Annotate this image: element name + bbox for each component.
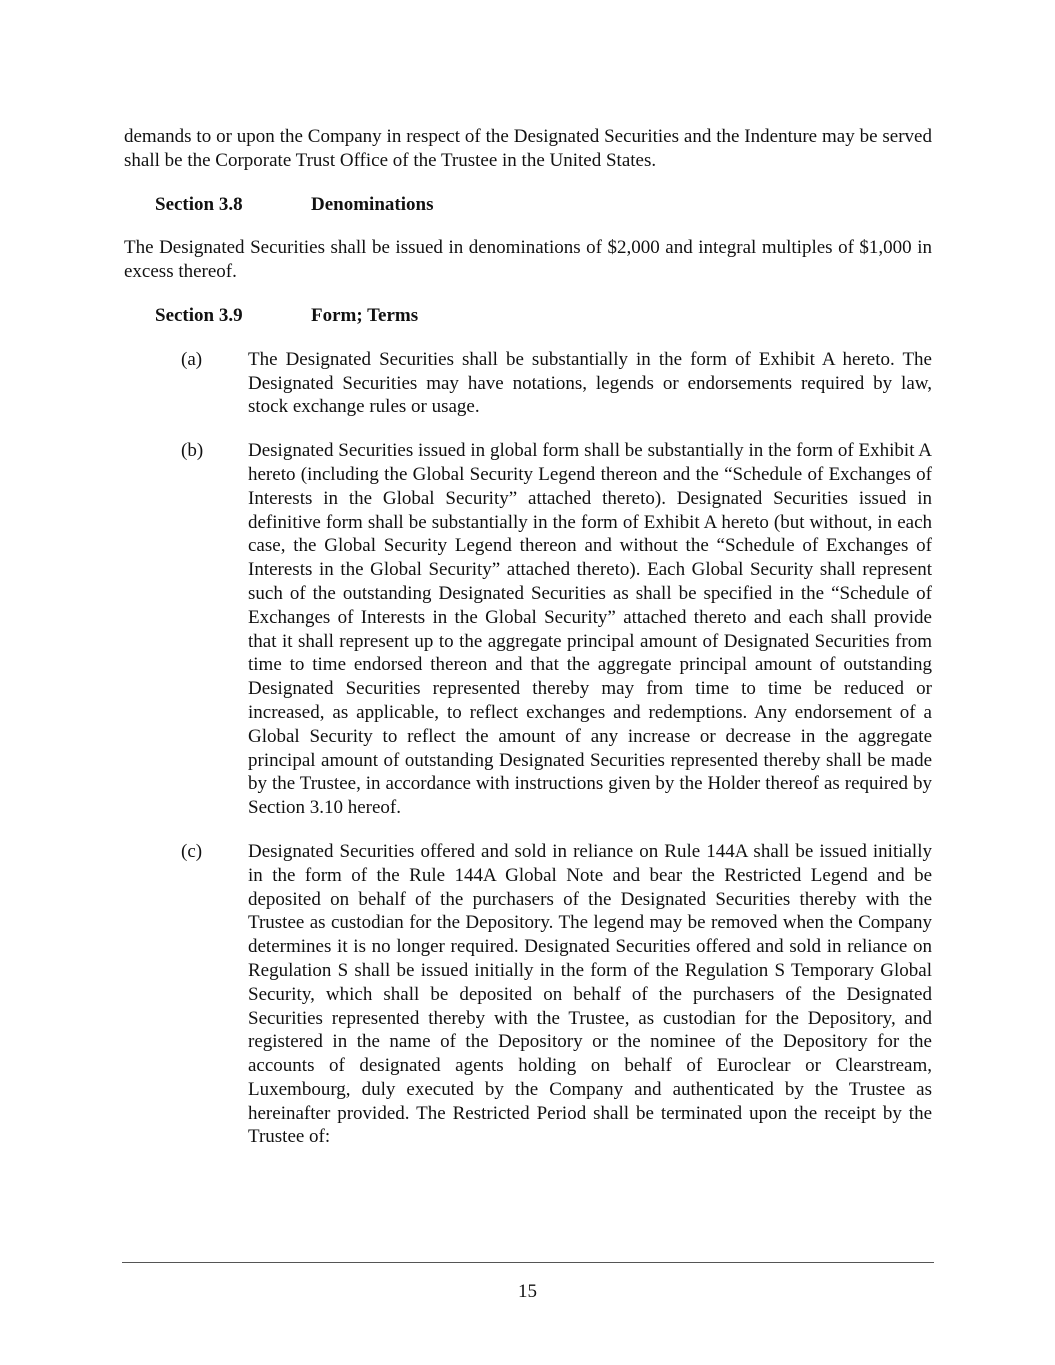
list-item-b [181,439,932,820]
list-item-text: Designated Securities issued in global form shall be substantially in the form of Exhibit A hereto (including the Global Security Legend thereon and the “Schedule of Exchanges of Interests in the Global Security” attached thereto). Designated Securities issued in definitive form shall be substantially in the form of Exhibit A hereto (but without, in each case, the Global Security Legend thereon and without the “Schedule of Exchanges of Interests in the Global Security” attached thereto). Each Global Security shall represent such of the outstanding Designated Securities as shall be specified in the “Schedule of Exchanges of Interests in the Global Security” attached thereto and each shall provide that it shall represent up to the aggregate principal amount of Designated Securities from time to time endorsed thereon and that the aggregate principal amount of outstanding Designated Securities represented thereby may from time to time be reduced or increased, as applicable, to reflect exchanges and redemptions. Any endorsement of a Global Security to reflect the amount of any increase or decrease in the aggregate principal amount of outstanding Designated Securities represented thereby shall be made by the Trustee, in accordance with instructions given by the Holder thereof as required by Section 3.10 hereof. [248,440,932,819]
list-item-text: The Designated Securities shall be substantially in the form of Exhibit A hereto. The Designated Securities may have notations, legends or endorsements required by law, stock exchange rules or usage. [248,348,932,418]
section-3-8-body: The Designated Securities shall be issued in denominations of $2,000 and integral multiples of $1,000 in excess thereof. [124,237,932,283]
section-3-8-heading [124,193,932,217]
list-item-text: Designated Securities offered and sold in reliance on Rule 144A shall be issued initially in the form of the Rule 144A Global Note and bear the Restricted Legend and be deposited on behalf of the purchasers of the Designated Securities thereby with the Trustee as custodian for the Depository. The legend may be removed when the Company determines it is no longer required. Designated Securities offered and sold in reliance on Regulation S shall be issued initially in the form of the Regulation S Temporary Global Security, which shall be deposited on behalf of the purchasers of the Designated Securities represented thereby with the Trustee, as custodian for the Depository, and registered in the name of the Depository or the nominee of the Depository for the accounts of designated agents holding on behalf of Euroclear or Clearstream, Luxembourg, duly executed by the Company and authenticated by the Trustee as hereinafter provided. The Restricted Period shall be terminated upon the receipt by the Trustee of: [248,840,932,1148]
section-3-8-number: Section 3.8 [155,193,243,215]
section-3-9-heading [124,304,932,328]
list-item-c [181,840,932,1149]
list-item-label: (a) [181,348,203,370]
list-item-label: (c) [181,840,203,862]
list-item-label: (b) [181,440,204,462]
section-3-9-title: Form; Terms [311,304,419,326]
intro-paragraph: demands to or upon the Company in respect of the Designated Securities and the Indenture may be served shall be the Corporate Trust Office of the Trustee in the United States. [124,126,932,171]
page-number: 15 [518,1281,537,1302]
section-3-9-number: Section 3.9 [155,304,243,326]
list-item-a [181,348,932,419]
footer-divider [122,1262,934,1263]
section-3-8-title: Denominations [311,193,434,215]
document-body [124,125,932,1169]
